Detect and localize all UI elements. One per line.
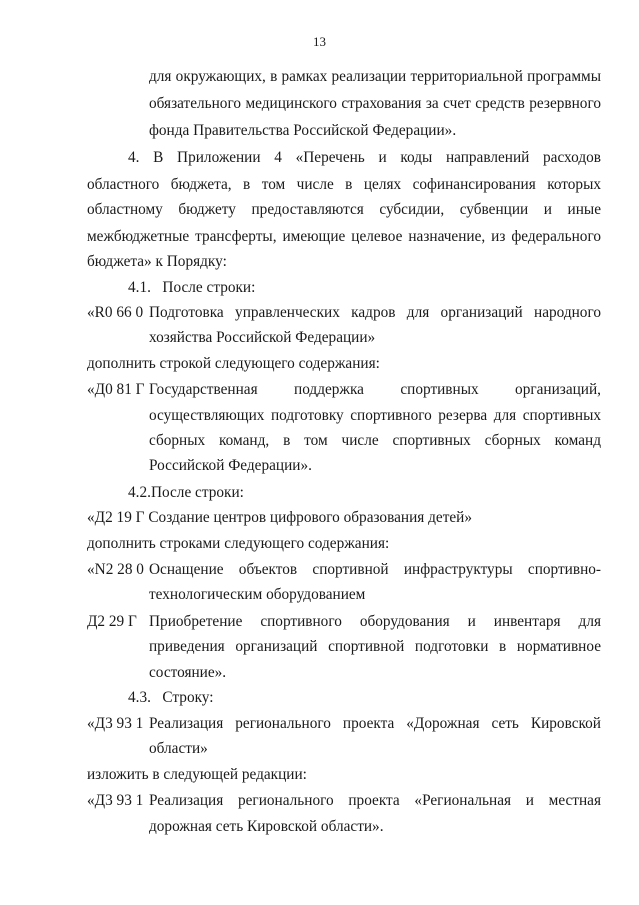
s41-row2-text-2: осуществляющих подготовку спортивного резерва для спортивных (149, 407, 601, 424)
s41-row1-text-2: хозяйства Российской Федерации» (149, 329, 376, 346)
s41-row2-text-1: Государственная поддержка спортивных организаций, (149, 381, 601, 398)
p4-line-4: межбюджетные трансферты, имеющие целевое назначение, из федерального (87, 228, 601, 245)
s43-row1-code: «Д3 93 1 (87, 715, 144, 732)
s43-row2-text-1: Реализация регионального проекта «Региональная и местная (149, 792, 601, 809)
s42-row3-text-2: приведения организаций спортивной подготовки в нормативное (149, 638, 601, 655)
intro-line-3: фонда Правительства Российской Федерации». (149, 122, 457, 139)
p4-line-5: бюджета» к Порядку: (87, 253, 227, 270)
p4-line-1: 4. В Приложении 4 «Перечень и коды направлений расходов (128, 149, 601, 166)
p4-line-2: областного бюджета, в том числе в целях софинансирования которых (87, 176, 601, 193)
s41-add-line: дополнить строкой следующего содержания: (87, 355, 380, 372)
s42-add-line: дополнить строками следующего содержания: (87, 535, 390, 552)
s42-row3-code: Д2 29 Г (87, 613, 137, 630)
s41-row1-code: «R0 66 0 (87, 304, 144, 321)
s43-row2-text-2: дорожная сеть Кировской области». (149, 818, 384, 835)
s43-edit-line: изложить в следующей редакции: (87, 766, 307, 783)
s42-row3-text-1: Приобретение спортивного оборудования и инвентаря для (149, 613, 601, 630)
intro-line-2: обязательного медицинского страхования за счет средств резервного (149, 95, 601, 112)
section-4-2-heading: 4.2.После строки: (128, 484, 244, 501)
page-number: 13 (313, 34, 326, 49)
s43-row1-text-2: области» (149, 740, 208, 757)
s43-row2-code: «Д3 93 1 (87, 792, 144, 809)
s42-row2-text-1: Оснащение объектов спортивной инфраструктуры спортивно- (149, 561, 601, 578)
s41-row2-text-3: сборных команд, в том числе спортивных сборных команд (149, 432, 601, 449)
s42-row3-text-3: состояние». (149, 664, 227, 681)
s41-row2-code: «Д0 81 Г (87, 381, 145, 398)
s41-row2-text-4: Российской Федерации». (149, 457, 312, 474)
section-4-3-heading: 4.3. Строку: (128, 689, 214, 706)
s41-row1-text-1: Подготовка управленческих кадров для организаций народного (149, 304, 601, 321)
p4-line-3: областному бюджету предоставляются субсидии, субвенции и иные (87, 201, 601, 218)
section-4-1-heading: 4.1. После строки: (128, 279, 256, 296)
s43-row1-text-1: Реализация регионального проекта «Дорожная сеть Кировской (149, 715, 601, 732)
s42-row1: «Д2 19 Г Создание центров цифрового образования детей» (87, 509, 473, 526)
intro-line-1: для окружающих, в рамках реализации территориальной программы (149, 68, 601, 85)
s42-row2-code: «N2 28 0 (87, 561, 144, 578)
s42-row2-text-2: технологическим оборудованием (149, 586, 366, 603)
